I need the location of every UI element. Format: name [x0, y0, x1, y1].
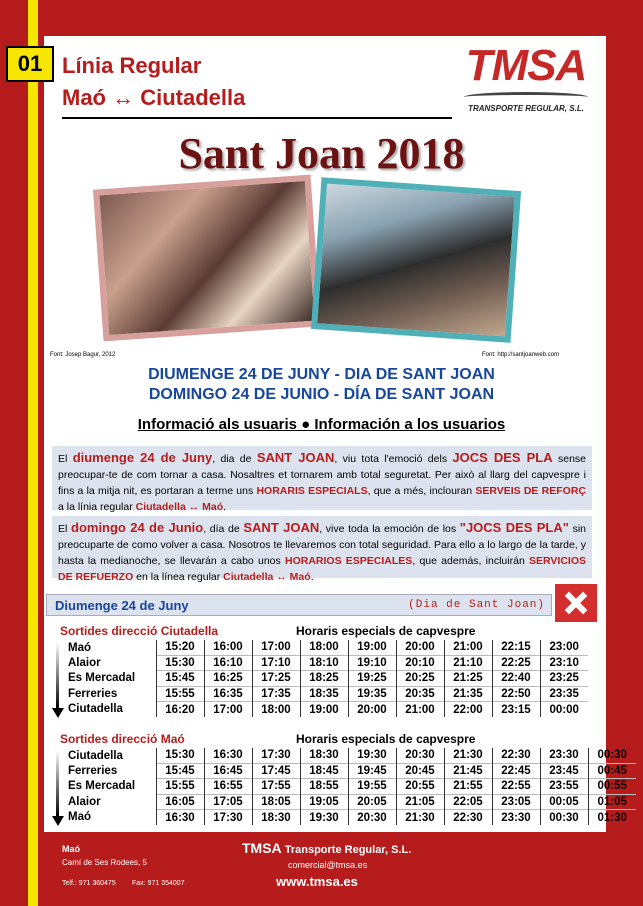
departure-time: 17:25 — [252, 671, 300, 686]
departure-time: 00:30 — [588, 748, 636, 763]
departure-time: 23:15 — [492, 702, 540, 717]
departure-time: 19:00 — [300, 702, 348, 717]
logo-subtitle: TRANSPORTE REGULAR, S.L. — [468, 104, 584, 113]
stop-name: Ciutadella — [68, 749, 123, 762]
departure-time: 16:25 — [204, 671, 252, 686]
departure-time: 22:40 — [492, 671, 540, 686]
departure-time: 18:30 — [300, 748, 348, 763]
departure-time: 16:55 — [204, 779, 252, 794]
departure-time: 22:45 — [492, 763, 540, 778]
departure-time: 23:05 — [492, 794, 540, 809]
info-heading: Informació als usuaris ● Información a los usuarios — [137, 416, 506, 433]
stop-name: Es Mercadal — [68, 780, 136, 793]
departure-time: 23:00 — [540, 640, 588, 655]
footer-city: Maó — [62, 844, 80, 854]
info-paragraph-spanish: El domingo 24 de Junio, día de SANT JOAN, vive toda la emoción de los "JOCS DES PLA" sin preocuparte de como volver a casa. Nosotros te llevaremos con total seguridad. Para ello a lo largo de la tarde, y hasta la medianoche, se llevarán a cabo unos HORARIOS ESPECIALES, que además, incluirán SERVICIOS DE REFUERZO en la línea regular Ciutadella ↔ Maó. — [52, 516, 592, 578]
departure-time: 17:45 — [252, 763, 300, 778]
departure-time: 01:30 — [588, 810, 636, 825]
departure-time: 23:45 — [540, 763, 588, 778]
departure-time: 16:30 — [156, 810, 204, 825]
departure-time: 00:55 — [588, 779, 636, 794]
route-name: Maó ↔ Ciutadella — [62, 85, 246, 110]
departure-time: 21:25 — [444, 671, 492, 686]
evening-label-2: Horaris especials de capvespre — [296, 732, 476, 746]
tmsa-logo — [460, 42, 592, 124]
departure-time: 17:00 — [252, 640, 300, 655]
route-heading — [62, 50, 245, 114]
departure-time: 15:55 — [156, 686, 204, 701]
departure-time: 19:55 — [348, 779, 396, 794]
departure-time: 17:30 — [204, 810, 252, 825]
departure-time: 18:35 — [300, 686, 348, 701]
departure-time: 19:00 — [348, 640, 396, 655]
footer-address: Camí de Ses Rodees, 5 — [62, 858, 147, 867]
departure-time: 15:55 — [156, 779, 204, 794]
departure-time: 21:00 — [444, 640, 492, 655]
departure-time: 15:30 — [156, 748, 204, 763]
departure-time: 16:00 — [204, 640, 252, 655]
departure-time: 18:00 — [300, 640, 348, 655]
departure-time: 22:25 — [492, 655, 540, 670]
departure-time: 18:55 — [300, 779, 348, 794]
stop-name: Ferreries — [68, 765, 118, 778]
departure-time: 17:00 — [204, 702, 252, 717]
departure-time: 23:25 — [540, 671, 588, 686]
timetable-row — [46, 640, 588, 655]
departure-time: 22:30 — [444, 810, 492, 825]
departure-time: 16:35 — [204, 686, 252, 701]
evening-label-1: Horaris especials de capvespre — [296, 624, 476, 638]
departure-time: 20:55 — [396, 779, 444, 794]
stop-name: Maó — [68, 811, 91, 824]
departure-time: 16:45 — [204, 763, 252, 778]
departure-time: 19:35 — [348, 686, 396, 701]
header-divider — [62, 117, 452, 119]
timetable-row — [46, 748, 636, 763]
departure-time: 15:45 — [156, 671, 204, 686]
departure-time: 20:35 — [396, 686, 444, 701]
departure-time: 21:45 — [444, 763, 492, 778]
stop-name: Ciutadella — [68, 703, 123, 716]
holiday-label: (Dia de Sant Joan) — [408, 599, 545, 611]
departure-time: 00:45 — [588, 763, 636, 778]
timetable-row — [46, 763, 636, 778]
departure-time: 18:00 — [252, 702, 300, 717]
departure-time: 20:45 — [396, 763, 444, 778]
timetable-row — [46, 686, 588, 701]
departure-time: 16:05 — [156, 794, 204, 809]
departure-time: 15:45 — [156, 763, 204, 778]
footer-phone: Telf.: 971 360475 — [62, 880, 116, 887]
departure-time: 20:25 — [396, 671, 444, 686]
departure-time: 20:00 — [348, 702, 396, 717]
logo-name: TMSA — [465, 41, 587, 90]
departure-time: 16:20 — [156, 702, 204, 717]
timetable-row — [46, 810, 636, 825]
footer-fax: Fax: 971 354007 — [132, 880, 185, 887]
day-line-spanish: DOMINGO 24 DE JUNIO - DÍA DE SANT JOAN — [148, 386, 495, 403]
departure-time: 15:20 — [156, 640, 204, 655]
stop-name: Ferreries — [68, 687, 118, 700]
departure-time: 18:05 — [252, 794, 300, 809]
photo-credit-right: Font: http://santjoanweb.com — [482, 352, 560, 358]
timetable-row — [46, 794, 636, 809]
departure-time: 19:05 — [300, 794, 348, 809]
departure-time: 20:00 — [396, 640, 444, 655]
timetable-row — [46, 702, 588, 717]
direction-label-mao: Sortides direcció Maó — [60, 732, 185, 746]
footer-company: TMSA Transporte Regular, S.L. — [242, 840, 412, 856]
departure-time: 23:30 — [492, 810, 540, 825]
departure-time: 18:45 — [300, 763, 348, 778]
timetable-row — [46, 779, 636, 794]
info-paragraph-catalan: El diumenge 24 de Juny, dia de SANT JOAN, viu tota l'emoció dels JOCS DES PLA sense preocupar-te de com tornar a casa. Nosaltres et tornarem amb total seguretat. Per això al llarg del capvespre i fins a la mitja nit, es portaran a terme uns HORARIS ESPECIALS, que a més, inclouran SERVEIS DE REFORÇ a la línia regular Ciutadella ↔ Maó. — [52, 446, 592, 510]
departure-time: 22:00 — [444, 702, 492, 717]
route-number-badge: 01 — [6, 46, 54, 82]
departure-time: 21:55 — [444, 779, 492, 794]
line-title: Línia Regular — [62, 53, 202, 78]
departure-time: 23:35 — [540, 686, 588, 701]
departure-time: 18:30 — [252, 810, 300, 825]
logo-swoosh — [464, 92, 588, 102]
stop-name: Es Mercadal — [68, 672, 136, 685]
departure-time: 17:35 — [252, 686, 300, 701]
departure-time: 00:30 — [540, 810, 588, 825]
photo-horse-rider — [311, 177, 521, 343]
departure-time: 21:05 — [396, 794, 444, 809]
departure-time: 19:25 — [348, 671, 396, 686]
departure-time: 18:10 — [300, 655, 348, 670]
timetable-to-ciutadella — [46, 640, 588, 717]
timetable-row — [46, 671, 588, 686]
departure-time: 00:05 — [540, 794, 588, 809]
departure-time: 16:30 — [204, 748, 252, 763]
direction-label-ciutadella: Sortides direcció Ciutadella — [60, 624, 219, 638]
departure-time: 21:35 — [444, 686, 492, 701]
departure-time: 20:05 — [348, 794, 396, 809]
departure-time: 22:05 — [444, 794, 492, 809]
departure-time: 16:10 — [204, 655, 252, 670]
departure-time: 21:10 — [444, 655, 492, 670]
departure-time: 17:05 — [204, 794, 252, 809]
photo-crowd-rider — [93, 175, 321, 342]
footer-email[interactable]: comercial@tmsa.es — [288, 860, 368, 870]
departure-time: 19:45 — [348, 763, 396, 778]
departure-time: 20:30 — [348, 810, 396, 825]
departure-time: 20:10 — [396, 655, 444, 670]
departure-time: 23:10 — [540, 655, 588, 670]
stop-name: Alaior — [68, 657, 101, 670]
departure-time: 21:30 — [444, 748, 492, 763]
departure-time: 15:30 — [156, 655, 204, 670]
departure-time: 21:30 — [396, 810, 444, 825]
schedule-day-header — [46, 594, 552, 616]
departure-time: 22:55 — [492, 779, 540, 794]
photo-credit-left: Font: Josep Bagur, 2012 — [50, 352, 116, 358]
stop-name: Maó — [68, 641, 91, 654]
footer-website[interactable]: www.tmsa.es — [276, 874, 358, 889]
departure-time: 19:30 — [348, 748, 396, 763]
departure-time: 22:30 — [492, 748, 540, 763]
departure-time: 19:30 — [300, 810, 348, 825]
departure-time: 00:00 — [540, 702, 588, 717]
departure-time: 19:10 — [348, 655, 396, 670]
timetable-row — [46, 655, 588, 670]
departure-time: 21:00 — [396, 702, 444, 717]
stop-name: Alaior — [68, 795, 101, 808]
departure-time: 17:55 — [252, 779, 300, 794]
menorca-cross-icon — [555, 584, 597, 622]
departure-time: 23:55 — [540, 779, 588, 794]
schedule-day-label: Diumenge 24 de Juny — [55, 598, 189, 613]
timetable-to-mao — [46, 748, 636, 825]
departure-time: 23:30 — [540, 748, 588, 763]
departure-time: 20:30 — [396, 748, 444, 763]
day-line-catalan: DIUMENGE 24 DE JUNY - DIA DE SANT JOAN — [148, 366, 495, 383]
departure-time: 17:10 — [252, 655, 300, 670]
departure-time: 17:30 — [252, 748, 300, 763]
departure-time: 22:15 — [492, 640, 540, 655]
departure-time: 01:05 — [588, 794, 636, 809]
event-title: Sant Joan 2018 — [178, 129, 465, 178]
departure-time: 18:25 — [300, 671, 348, 686]
departure-time: 22:50 — [492, 686, 540, 701]
